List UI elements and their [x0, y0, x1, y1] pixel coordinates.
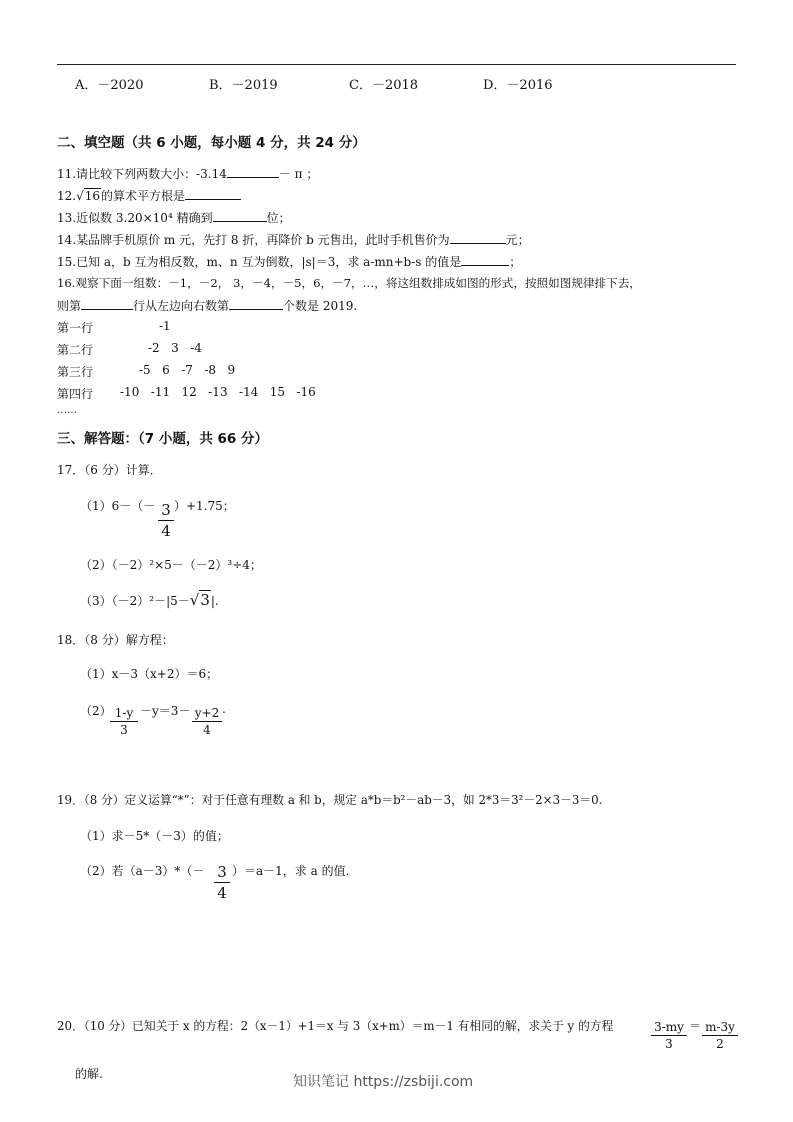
q18-part2-pre: （2） [80, 704, 112, 718]
q18-f1-den: 3 [120, 723, 128, 737]
q17-fraction [158, 501, 174, 540]
q14-text: 14.某品牌手机原价 m 元，先打 8 折，再降价 b 元售出，此时手机售价为 [57, 233, 450, 247]
top-rule [57, 64, 736, 65]
q19-head: 19．（8 分）定义运算“*”：对于任意有理数 a 和 b，规定 a*b＝b²－ab－3，如 2*3＝3²－2×3－3＝0. [57, 793, 603, 807]
q17-sqrt: √3 [189, 591, 210, 609]
q19-frac-bar [214, 882, 230, 883]
question-11 [57, 165, 318, 182]
q12-num: 12. [57, 189, 77, 203]
q19-frac-den: 4 [217, 884, 227, 902]
q18-f1-num: 1-y [114, 706, 134, 720]
row-4-label: 第四行 [57, 387, 94, 401]
q20-fraction-1 [651, 1020, 687, 1051]
choice-b: B．－2019 [209, 78, 278, 93]
q15-text: 15.已知 a，b 互为相反数，m、n 互为倒数，|s|＝3，求 a-mn+b-s 的值是 [57, 255, 462, 269]
q20-f2-bar [702, 1035, 738, 1036]
q14-blank [450, 231, 506, 244]
section2-title: 二、填空题（共 6 小题，每小题 4 分，共 24 分） [57, 135, 366, 151]
q11-blank [227, 165, 279, 178]
q13-post: 位； [266, 211, 291, 225]
q17-frac-num: 3 [161, 501, 171, 519]
question-14 [57, 231, 530, 248]
row-1-values: -1 [159, 319, 171, 333]
q17-head: 17．（6 分）计算． [57, 463, 162, 477]
q16-post: 个数是 2019. [283, 299, 358, 313]
q19-part2-pre: （2）若（a－3）*（－ [80, 864, 205, 878]
q18-part1: （1）x－3（x+2）＝6； [80, 667, 219, 681]
q20-fraction-2 [702, 1020, 738, 1051]
choice-c: C．－2018 [349, 78, 419, 93]
q17-radicand: 3 [200, 591, 210, 609]
q12-text: 的算术平方根是 [101, 189, 186, 203]
row-1-label: 第一行 [57, 321, 94, 335]
q17-p3-post: |. [210, 594, 219, 608]
choice-d: D．－2016 [483, 78, 553, 93]
q18-f1-bar [110, 721, 138, 722]
question-12 [57, 187, 241, 204]
section3-title: 三、解答题：（7 小题，共 66 分） [57, 431, 269, 447]
q18-f2-num: y+2 [194, 706, 220, 720]
q17-frac-bar [158, 520, 174, 521]
q18-fraction-2 [192, 706, 222, 737]
q17-frac-den: 4 [161, 522, 171, 540]
q19-part2-post: ）＝a－1，求 a 的值. [232, 864, 350, 878]
q16-mid: 行从左边向右数第 [133, 299, 230, 313]
q20-f1-num: 3-my [654, 1020, 684, 1034]
q11-text: 11.请比较下列两数大小：-3.14 [57, 167, 227, 181]
q11-post: － π ； [278, 167, 319, 181]
q18-part2-post: . [222, 702, 226, 716]
row-ellipsis: …… [57, 405, 77, 416]
q12-sqrt: √16 [76, 189, 101, 203]
q18-f2-den: 4 [203, 723, 211, 737]
row-3-values: -5 6 -7 -8 9 [139, 363, 236, 377]
q20-line2: 的解. [75, 1067, 103, 1081]
q16-blank-row [81, 297, 133, 310]
q15-post: ； [509, 255, 522, 269]
q20-line1: 20．（10 分）已知关于 x 的方程：2（x－1）+1＝x 与 3（x+m）＝m－1 有相同的解，求关于 y 的方程 [57, 1019, 614, 1033]
row-4-values: -10 -11 12 -13 -14 15 -16 [120, 385, 316, 399]
q16-pre: 则第 [57, 299, 82, 313]
q13-blank [213, 209, 267, 222]
q12-radicand: 16 [84, 189, 101, 203]
q15-blank [461, 253, 509, 266]
q19-fraction [214, 863, 230, 902]
q20-f2-den: 2 [716, 1037, 724, 1051]
footer-watermark: 知识笔记 https://zsbiji.com [293, 1074, 474, 1090]
q13-text: 13.近似数 3.20×10⁴ 精确到 [57, 211, 213, 225]
q18-fraction-1 [110, 706, 138, 737]
question-13 [57, 209, 291, 226]
row-3-label: 第三行 [57, 365, 94, 379]
q20-equals: ＝ [689, 1019, 702, 1033]
q19-part1: （1）求－5*（－3）的值； [80, 829, 229, 843]
q18-head: 18．（8 分）解方程： [57, 633, 174, 647]
q18-part2-mid: －y＝3－ [140, 704, 191, 718]
question-16-line2 [57, 297, 357, 314]
q16-blank-col [229, 297, 283, 310]
question-16-line1: 16.观察下面一组数：－1，－2， 3，－4，－5，6，－7，…，将这组数排成如图的形式，按照如图规律排下去， [57, 276, 641, 290]
q18-f2-bar [192, 721, 222, 722]
question-15 [57, 253, 521, 270]
q17-part2: （2）（－2）²×5－（－2）³÷4； [80, 558, 262, 572]
q17-part3 [80, 591, 219, 609]
row-2-values: -2 3 -4 [148, 341, 202, 355]
choice-a: A．－2020 [75, 78, 144, 93]
q20-f1-bar [651, 1035, 687, 1036]
q20-f2-num: m-3y [705, 1020, 735, 1034]
q12-blank [185, 187, 241, 200]
q14-post: 元； [505, 233, 530, 247]
row-2-label: 第二行 [57, 343, 94, 357]
q20-f1-den: 3 [665, 1037, 673, 1051]
q19-frac-num: 3 [217, 863, 227, 881]
q17-part1-post: ）+1.75； [174, 499, 235, 513]
q17-p3-pre: （3）（－2）²－|5－ [80, 594, 190, 608]
q17-part1-pre: （1）6－（－ [80, 499, 156, 513]
